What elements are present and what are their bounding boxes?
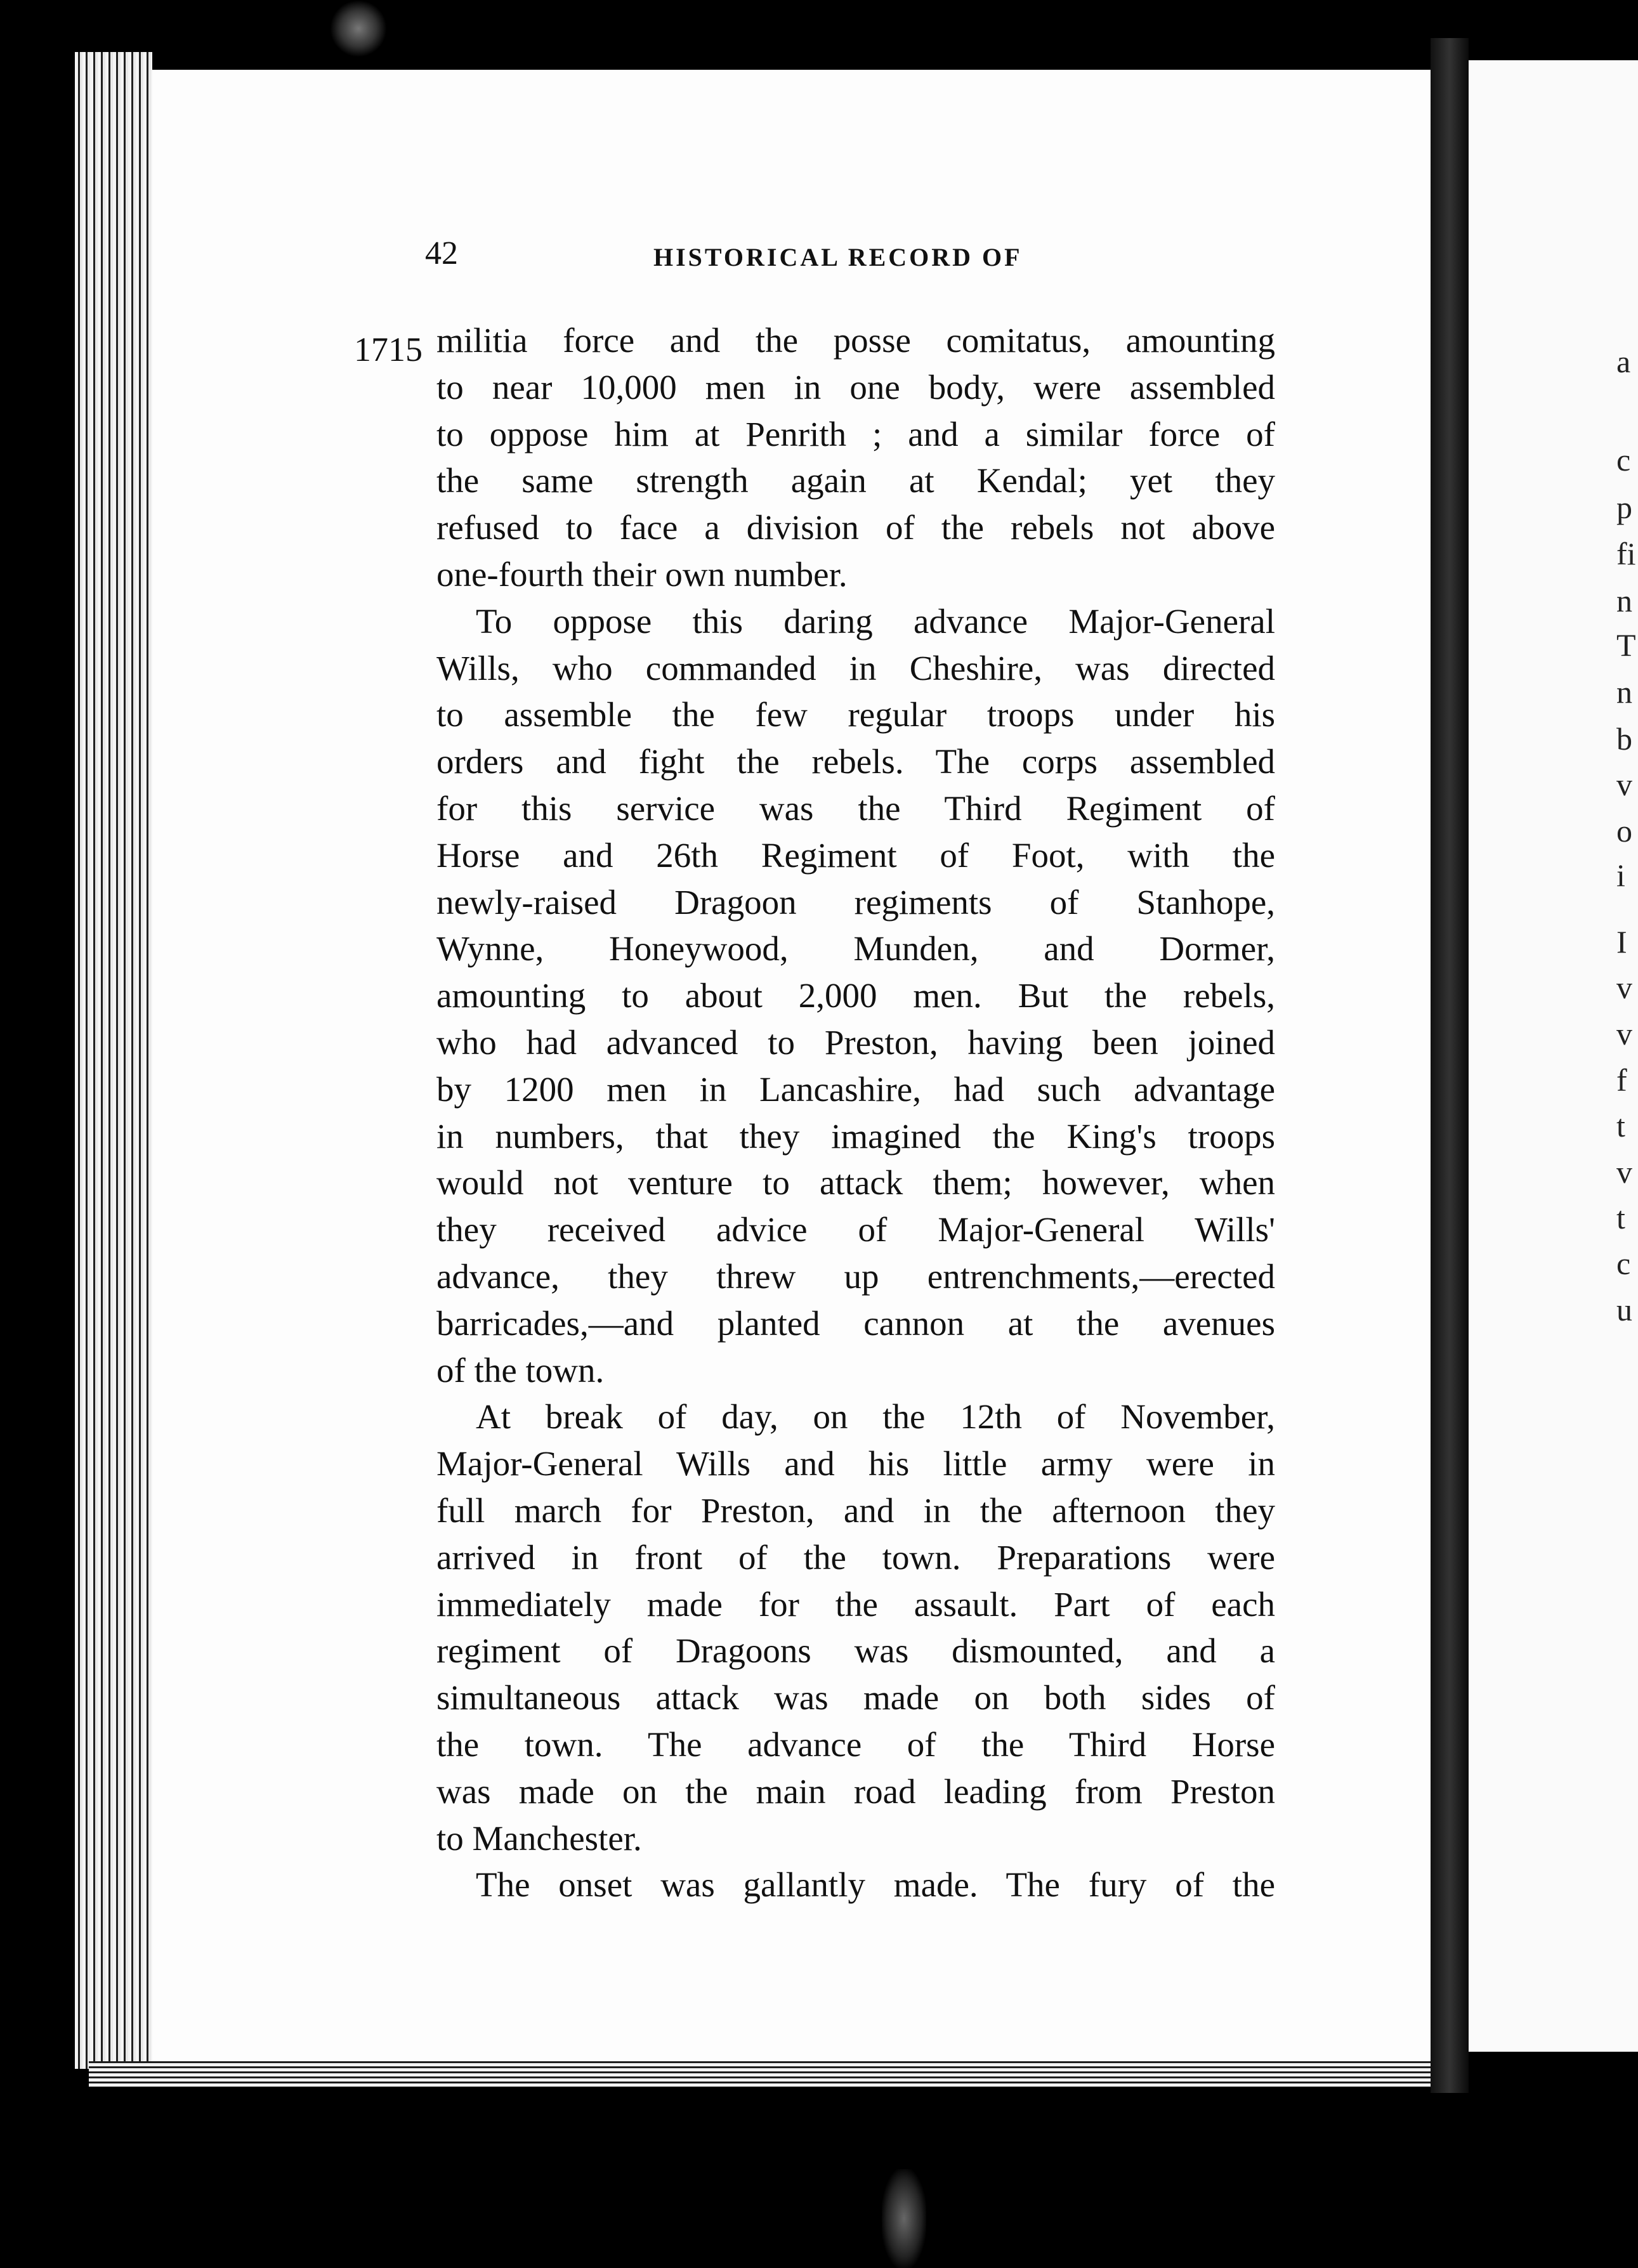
fragment: o [1616,813,1632,849]
fragment: i [1616,857,1625,893]
text-line: To oppose this daring advance Major-General [476,601,1275,641]
fragment: v [1616,970,1632,1005]
text-line: Major-General Wills and his little army were in [436,1444,1275,1483]
text-line: Wynne, Honeywood, Munden, and Dormer, [436,929,1275,968]
text-line: one-fourth their own number. [436,554,848,594]
text-line: by 1200 men in Lancashire, had such advantage [436,1069,1275,1109]
fragment: t [1616,1200,1625,1235]
text-line: simultaneous attack was made on both sides of [436,1678,1275,1717]
text-line: for this service was the Third Regiment of [436,788,1275,828]
fragment: v [1616,1016,1632,1052]
fragment: v [1616,1154,1632,1190]
paragraph [436,1393,1275,1861]
text-line: militia force and the posse comitatus, amounting [436,321,1275,360]
text-line: would not venture to attack them; however, when [436,1163,1275,1202]
facing-page [1469,60,1638,2052]
page-number: 42 [425,235,458,271]
fragment: c [1616,442,1631,478]
text-line: regiment of Dragoons was dismounted, and a [436,1631,1275,1671]
fragment: v [1616,767,1632,802]
paragraph [436,598,1275,1394]
text-line: was made on the main road leading from Preston [436,1771,1275,1811]
page-edges-bottom [89,2061,1453,2087]
running-title: HISTORICAL RECORD OF [653,243,1023,271]
text-line: Horse and 26th Regiment of Foot, with the [436,835,1275,875]
text-line: who had advanced to Preston, having been joined [436,1022,1275,1062]
fragment: I [1616,924,1627,960]
text-line: The onset was gallantly made. The fury of the [476,1865,1275,1905]
text-line: amounting to about 2,000 men. But the rebels, [436,976,1275,1015]
text-line: to Manchester. [436,1818,642,1858]
text-line: the same strength again at Kendal; yet they [436,461,1275,500]
text-line: full march for Preston, and in the afternoon they [436,1490,1275,1530]
text-line: to oppose him at Penrith ; and a similar force of [436,414,1275,453]
margin-year: 1715 [354,330,423,368]
fragment: n [1616,674,1632,710]
text-line: advance, they threw up entrenchments,—erected [436,1256,1275,1296]
text-line: newly-raised Dragoon regiments of Stanhope, [436,882,1275,922]
text-line: Wills, who commanded in Cheshire, was directed [436,648,1275,688]
text-line: of the town. [436,1350,605,1390]
fragment: c [1616,1246,1631,1281]
fragment: n [1616,583,1632,618]
text-line: they received advice of Major-General Wills' [436,1210,1275,1249]
text-line: orders and fight the rebels. The corps assembled [436,742,1275,781]
fragment: u [1616,1292,1632,1327]
text-line: At break of day, on the 12th of November, [476,1397,1275,1437]
text-line: arrived in front of the town. Preparations were [436,1537,1275,1577]
fragment: b [1616,721,1632,757]
text-line: to near 10,000 men in one body, were assembled [436,367,1275,407]
fragment: t [1616,1108,1625,1144]
ink-smudge-top [330,0,387,57]
book-spine [1431,38,1469,2093]
paragraph [436,317,1275,598]
paragraph [436,1861,1275,1908]
text-line: immediately made for the assault. Part of each [436,1584,1275,1624]
ink-smudge-bottom [882,2169,926,2268]
page-header [419,235,1288,279]
fragment: a [1616,344,1631,379]
text-line: the town. The advance of the Third Horse [436,1724,1275,1764]
fragment: p [1616,490,1632,525]
fragment: fi [1616,536,1636,571]
fragment: f [1616,1062,1627,1098]
fragment: T [1616,627,1636,663]
text-line: refused to face a division of the rebels not above [436,508,1275,547]
text-line: barricades,—and planted cannon at the avenues [436,1303,1275,1343]
text-line: in numbers, that they imagined the King's troops [436,1116,1275,1156]
page-edges-left [75,52,152,2069]
body-text [436,317,1275,1908]
text-line: to assemble the few regular troops under his [436,695,1275,734]
